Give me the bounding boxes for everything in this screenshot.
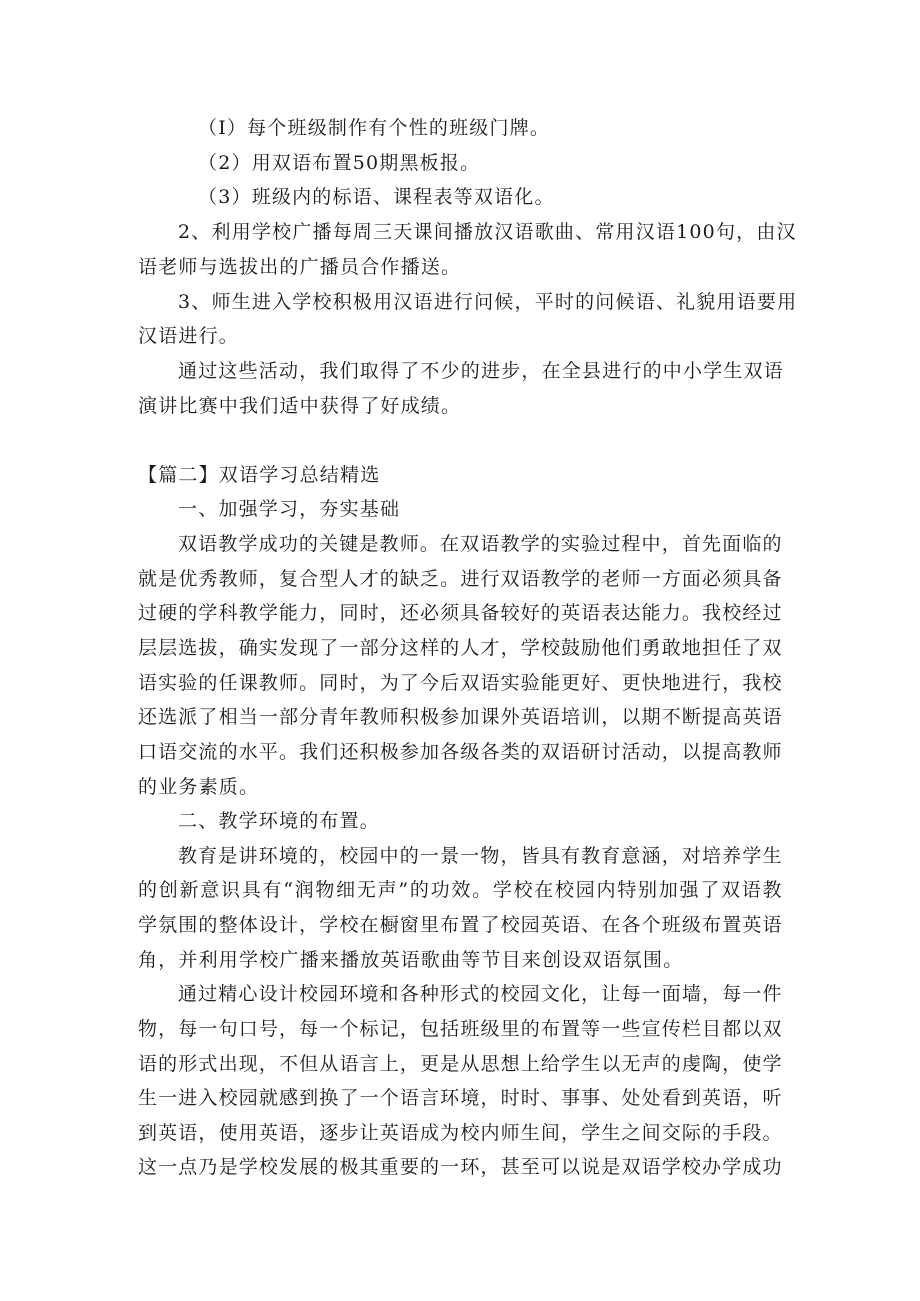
paragraph-line: 过硬的学科教学能力，同时，还必须具备较好的英语表达能力。我校经过 <box>138 602 782 624</box>
paragraph-line: 角，并利用学校广播来播放英语歌曲等节目来创设双语氛围。 <box>138 949 684 971</box>
paragraph-line: 2、利用学校广播每周三天课间播放汉语歌曲、常用汉语100句，由汉 <box>178 221 797 243</box>
paragraph-line: 通过精心设计校园环境和各种形式的校园文化，让每一面墙，每一件 <box>178 983 782 1005</box>
paragraph-line: 语实验的任课教师。同时，为了今后双语实验能更好、更快地进行，我校 <box>138 672 782 694</box>
paragraph-line: 生一进入校园就感到换了一个语言环境，时时、事事、处处看到英语，听 <box>138 1087 782 1109</box>
paragraph-line: 3、师生进入学校积极用汉语进行问候，平时的问候语、礼貌用语要用 <box>178 291 798 313</box>
paragraph-line: 演讲比赛中我们适中获得了好成绩。 <box>138 395 462 417</box>
paragraph-line: 这一点乃是学校发展的极其重要的一环，甚至可以说是双语学校办学成功 <box>138 1156 782 1178</box>
paragraph-line: 汉语进行。 <box>138 325 240 347</box>
paragraph-line: 口语交流的水平。我们还积极参加各级各类的双语研讨活动，以提高教师 <box>138 741 782 763</box>
section-heading: 二、教学环境的布置。 <box>178 810 381 832</box>
paragraph-line: 学氛围的整体设计，学校在橱窗里布置了校园英语、在各个班级布置英语 <box>138 914 782 936</box>
paragraph-line: 通过这些活动，我们取得了不少的进步，在全县进行的中小学生双语 <box>178 360 785 382</box>
paragraph-line: 的创新意识具有“润物细无声”的功效。学校在校园内特别加强了双语教 <box>138 879 782 901</box>
paragraph-line: 物，每一句口号，每一个标记，包括班级里的布置等一些宣传栏目都以双 <box>138 1018 782 1040</box>
paragraph-line: 还选派了相当一部分青年教师积极参加课外英语培训，以期不断提高英语 <box>138 706 782 728</box>
paragraph-line: 到英语，使用英语，逐步让英语成为校内师生间，学生之间交际的手段。 <box>138 1122 782 1144</box>
list-item: （3）班级内的标语、课程表等双语化。 <box>198 186 555 208</box>
paragraph-line: 语老师与选拔出的广播员合作播送。 <box>138 256 462 278</box>
section-heading: 一、加强学习，夯实基础 <box>178 498 401 520</box>
paragraph-line: 教育是讲环境的，校园中的一景一物，皆具有教育意涵，对培养学生 <box>178 845 782 867</box>
section-title: 【篇二】双语学习总结精选 <box>138 464 381 486</box>
paragraph-line: 就是优秀教师，复合型人才的缺乏。进行双语教学的老师一方面必须具备 <box>138 568 782 590</box>
paragraph-line: 双语教学成功的关键是教师。在双语教学的实验过程中，首先面临的 <box>178 533 782 555</box>
paragraph-line: 层层选拔，确实发现了一部分这样的人才，学校鼓励他们勇敢地担任了双 <box>138 637 782 659</box>
list-item: （2）用双语布置50期黑板报。 <box>198 152 481 174</box>
paragraph-line: 的业务素质。 <box>138 776 260 798</box>
list-item: （I）每个班级制作有个性的班级门牌。 <box>198 117 551 139</box>
paragraph-line: 语的形式出现，不但从语言上，更是从思想上给学生以无声的虔陶，使学 <box>138 1053 782 1075</box>
